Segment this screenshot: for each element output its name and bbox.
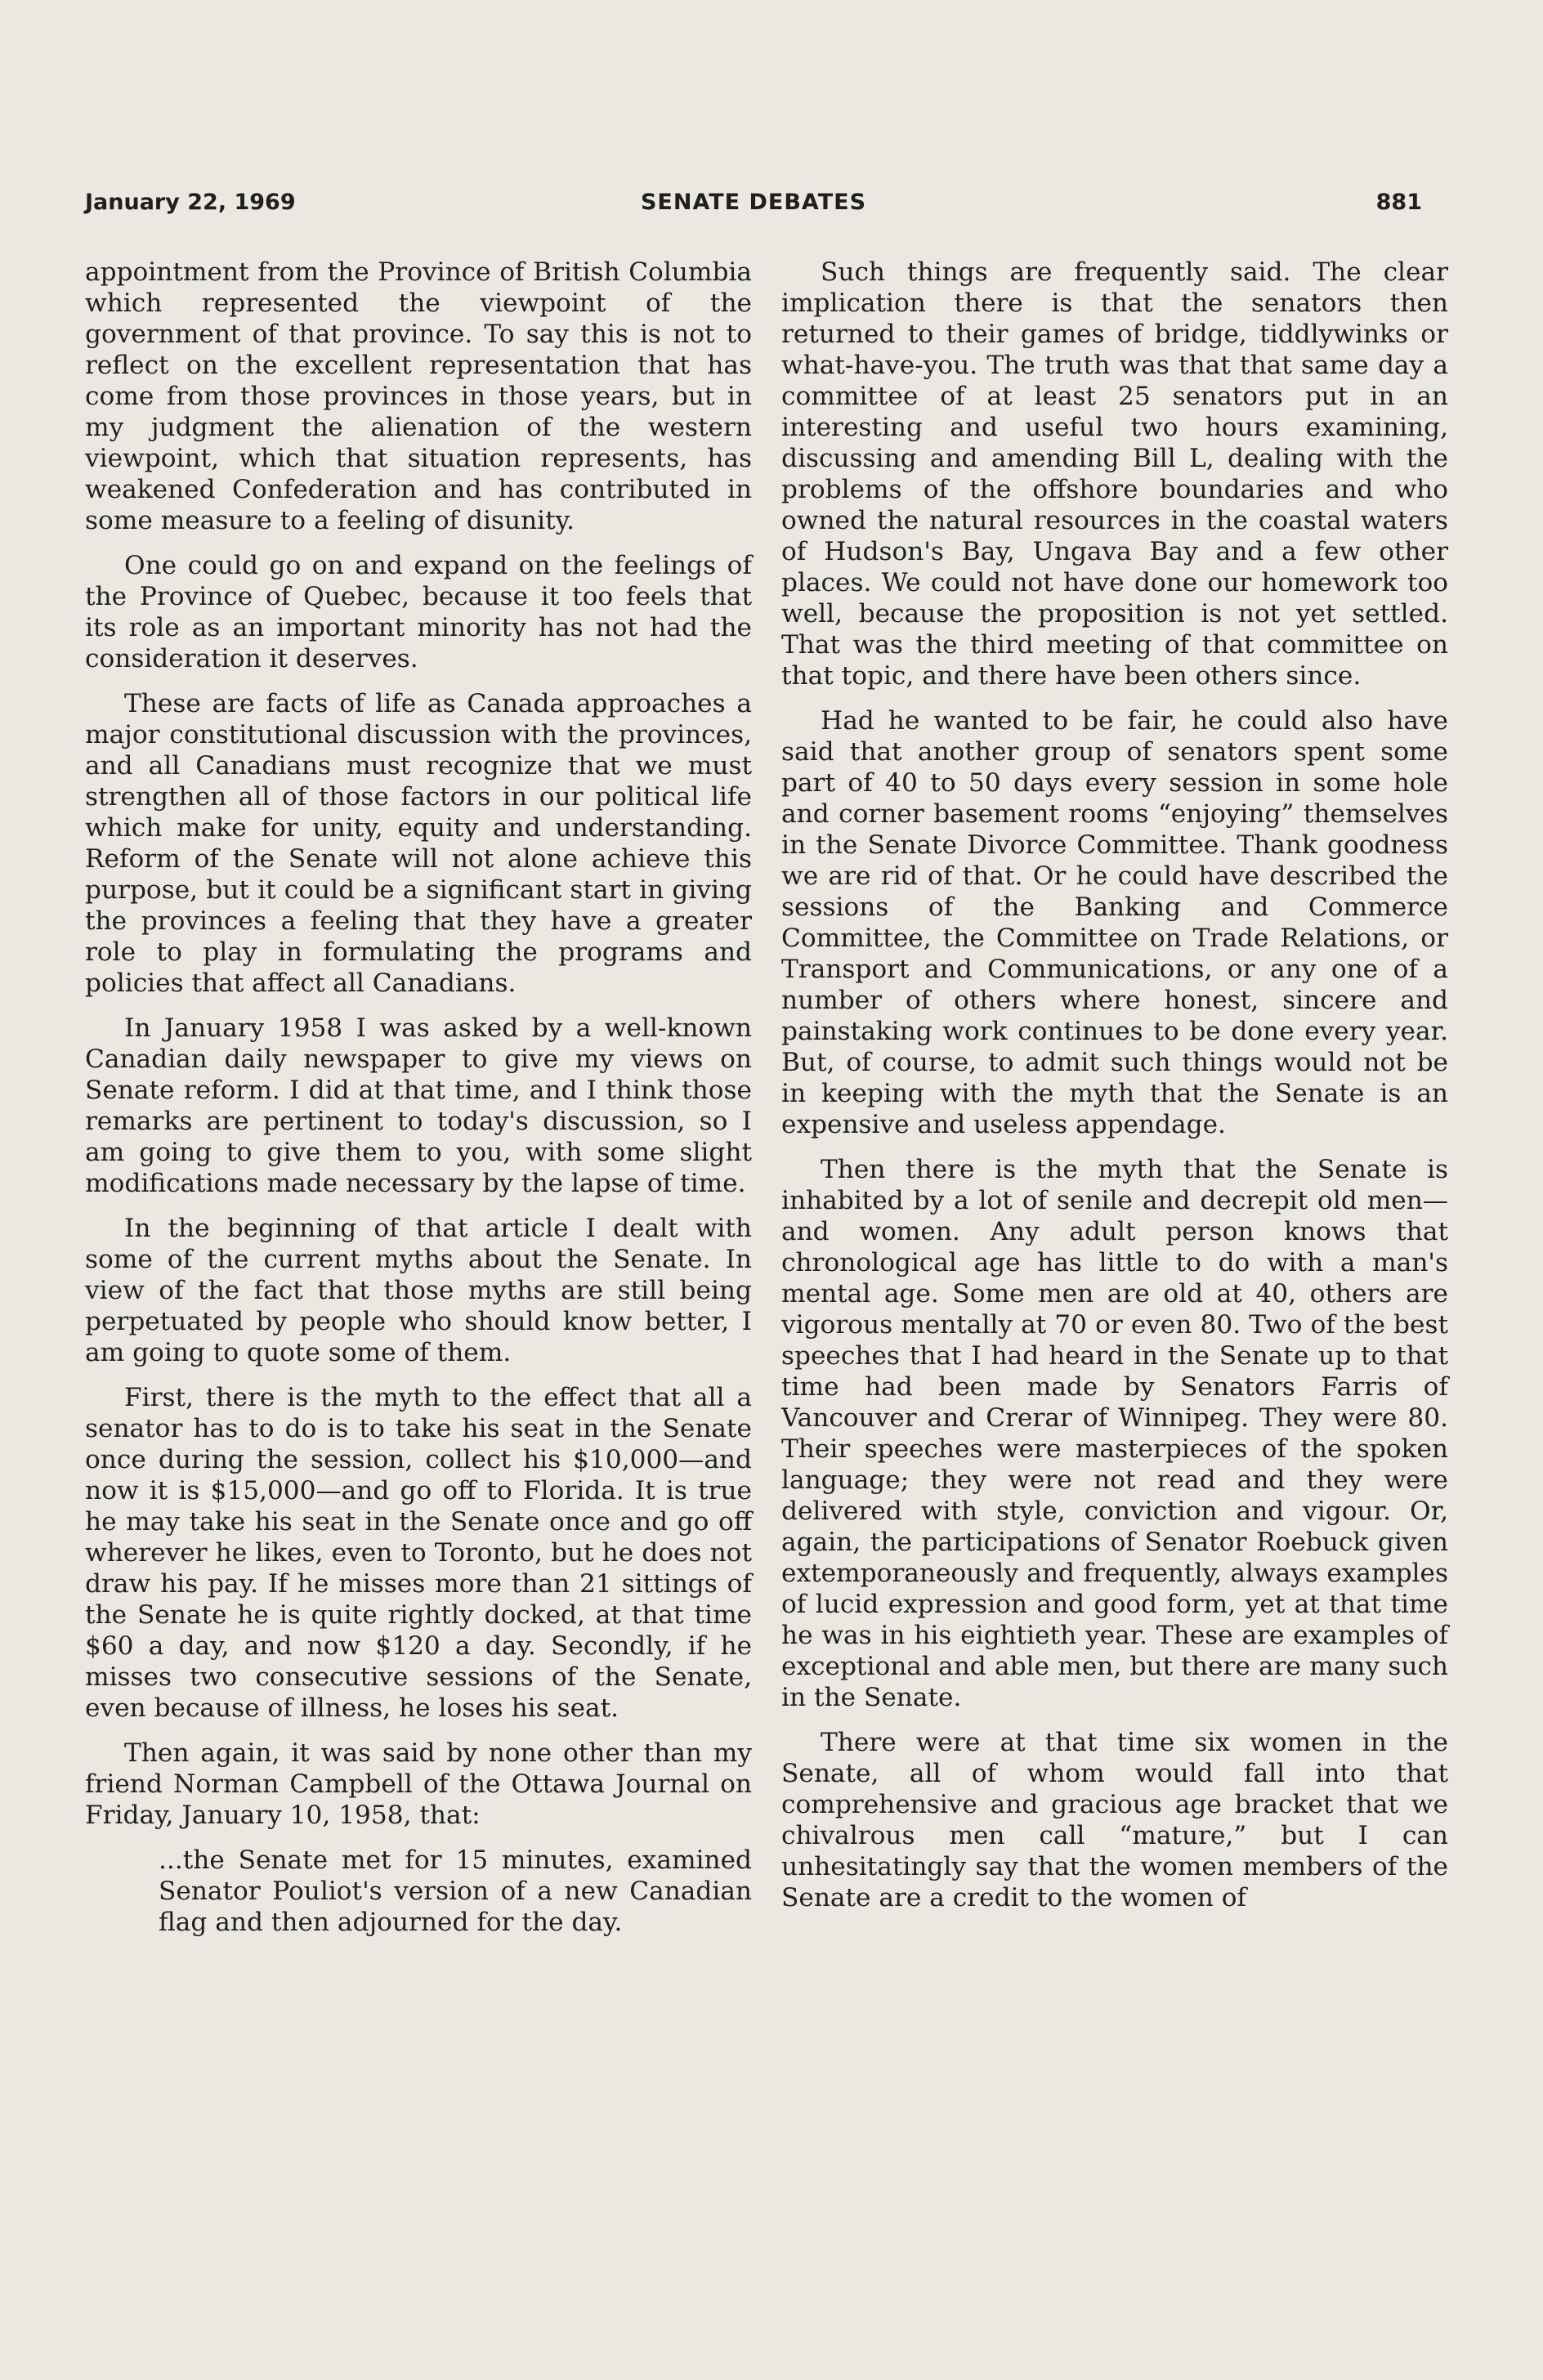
paragraph: One could go on and expand on the feelings of the Province of Quebec, because it too feels that its role as an important minority has not had the consideration it deserves. xyxy=(85,551,752,673)
left-column xyxy=(85,257,752,1952)
paragraph: Then again, it was said by none other than my friend Norman Campbell of the Ottawa Journal on Friday, January 10, 1958, that: xyxy=(85,1738,752,1830)
paragraph: First, there is the myth to the effect that all a senator has to do is to take his seat in the Senate once during the session, collect his $10,000—and now it is $15,000—and go off to Florida. It is true he may take his seat in the Senate once and go off wherever he likes, even to Toronto, but he does not draw his pay. If he misses more than 21 sittings of the Senate he is quite rightly docked, at that time $60 a day, and now $120 a day. Secondly, if he misses two consecutive sessions of the Senate, even because of illness, he loses his seat. xyxy=(85,1383,752,1723)
header-date: January 22, 1969 xyxy=(85,190,296,215)
page-number: 881 xyxy=(1375,190,1422,215)
paragraph: Had he wanted to be fair, he could also have said that another group of senators spent some part of 40 to 50 days every session in some hole and corner basement rooms “enjoying” themselves in the Senate Divorce Committee. Thank goodness we are rid of that. Or he could have described the sessions of the Banking and Commerce Committee, the Committee on Trade Relations, or Transport and Communications, or any one of a number of others where honest, sincere and painstaking work continues to be done every year. But, of course, to admit such things would not be in keeping with the myth that the Senate is an expensive and useless appendage. xyxy=(781,706,1448,1139)
right-column xyxy=(781,257,1448,1927)
page-header xyxy=(85,190,1422,226)
block-quote: ...the Senate met for 15 minutes, examined Senator Pouliot's version of a new Canadian flag and then adjourned for the day. xyxy=(159,1845,752,1937)
paragraph: Such things are frequently said. The clear implication there is that the senators then returned to their games of bridge, tiddlywinks or what-have-you. The truth was that that same day a committee of at least 25 senators put in an interesting and useful two hours examining, discussing and amending Bill L, dealing with the problems of the offshore boundaries and who owned the natural resources in the coastal waters of Hudson's Bay, Ungava Bay and a few other places. We could not have done our homework too well, because the proposition is not yet settled. That was the third meeting of that committee on that topic, and there have been others since. xyxy=(781,257,1448,691)
paragraph: In the beginning of that article I dealt with some of the current myths about the Senate. In view of the fact that those myths are still being perpetuated by people who should know better, I am going to quote some of them. xyxy=(85,1214,752,1367)
paragraph: In January 1958 I was asked by a well-known Canadian daily newspaper to give my views on Senate reform. I did at that time, and I think those remarks are pertinent to today's discussion, so I am going to give them to you, with some slight modifications made necessary by the lapse of time. xyxy=(85,1013,752,1198)
paragraph: appointment from the Province of British Columbia which represented the viewpoint of the government of that province. To say this is not to reflect on the excellent representation that has come from those provinces in those years, but in my judgment the alienation of the western viewpoint, which that situation represents, has weakened Confederation and has contributed in some measure to a feeling of disunity. xyxy=(85,257,752,535)
paragraph: These are facts of life as Canada approaches a major constitutional discussion with the provinces, and all Canadians must recognize that we must strengthen all of those factors in our political life which make for unity, equity and understanding. Reform of the Senate will not alone achieve this purpose, but it could be a significant start in giving the provinces a feeling that they have a greater role to play in formulating the programs and policies that affect all Canadians. xyxy=(85,689,752,998)
paragraph: Then there is the myth that the Senate is inhabited by a lot of senile and decrepit old men—and women. Any adult person knows that chronological age has little to do with a man's mental age. Some men are old at 40, others are vigorous mentally at 70 or even 80. Two of the best speeches that I had heard in the Senate up to that time had been made by Senators Farris of Vancouver and Crerar of Winnipeg. They were 80. Their speeches were masterpieces of the spoken language; they were not read and they were delivered with style, conviction and vigour. Or, again, the participations of Senator Roebuck given extemporaneously and frequently, always examples of lucid expression and good form, yet at that time he was in his eightieth year. These are examples of exceptional and able men, but there are many such in the Senate. xyxy=(781,1155,1448,1712)
header-title: SENATE DEBATES xyxy=(640,190,867,215)
paragraph: There were at that time six women in the Senate, all of whom would fall into that comprehensive and gracious age bracket that we chivalrous men call “mature,” but I can unhesitatingly say that the women members of the Senate are a credit to the women of xyxy=(781,1728,1448,1912)
